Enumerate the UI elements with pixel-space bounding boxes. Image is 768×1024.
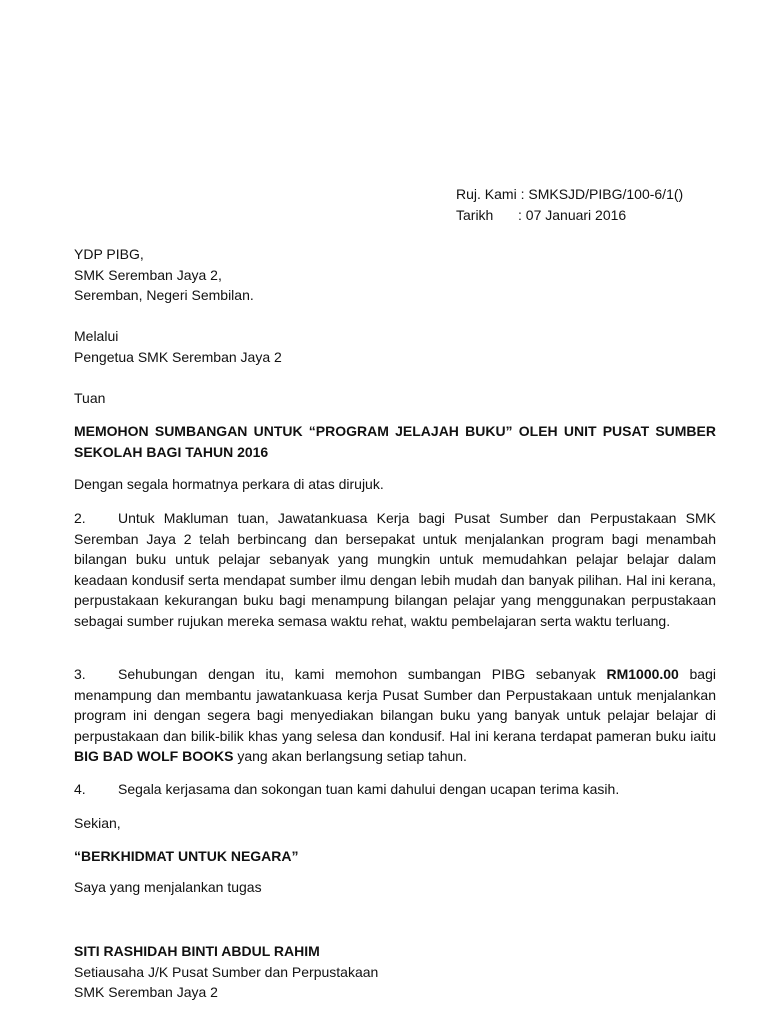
paragraph-text: yang akan berlangsung setiap tahun. xyxy=(233,748,467,764)
closing-line: Sekian, xyxy=(74,815,121,831)
signatory-title: Setiausaha J/K Pusat Sumber dan Perpustakaan xyxy=(74,963,379,980)
paragraph-text: bagi menampung dan membantu jawatankuasa kerja Pusat Sumber dan Perpustakaan untuk menjalankan program ini dengan segera bagi menyediakan bilangan buku yang banyak untuk pelajar belajar di perpustakaan dan bilik-bilik khas yang selesa dan kondusif. Hal ini kerana terdapat pameran buku iaitu xyxy=(74,666,716,744)
signatory-organization: SMK Seremban Jaya 2 xyxy=(74,984,218,1000)
requested-amount: RM1000.00 xyxy=(606,666,679,682)
date-label: Tarikh xyxy=(456,207,494,223)
letter-subject: MEMOHON SUMBANGAN UNTUK “PROGRAM JELAJAH BUKU” OLEH UNIT PUSAT SUMBER SEKOLAH BAGI TAHUN 2016 xyxy=(74,423,716,460)
reference-value: SMKSJD/PIBG/100-6/1() xyxy=(528,186,684,202)
date-row: Tarikh : 07 Januari 2016 xyxy=(456,205,683,226)
paragraph-text: Segala kerjasama dan sokongan tuan kami dahului dengan ucapan terima kasih. xyxy=(118,781,620,797)
reference-block xyxy=(456,184,683,226)
via-label: Melalui xyxy=(74,328,119,344)
salutation: Tuan xyxy=(74,390,106,406)
motto: “BERKHIDMAT UNTUK NEGARA” xyxy=(74,848,299,864)
recipient-line: YDP PIBG, xyxy=(74,246,144,262)
paragraph-number: 4. xyxy=(74,781,86,797)
signatory-name: SITI RASHIDAH BINTI ABDUL RAHIM xyxy=(74,943,320,959)
paragraph-3 xyxy=(74,664,716,767)
recipient-address xyxy=(74,244,716,306)
signature-block xyxy=(74,941,716,1003)
via-recipient: Pengetua SMK Seremban Jaya 2 xyxy=(74,348,282,365)
reference-label: Ruj. Kami xyxy=(456,186,517,202)
paragraph-number: 2. xyxy=(74,510,86,526)
paragraph-4 xyxy=(74,779,716,800)
recipient-line: SMK Seremban Jaya 2, xyxy=(74,266,222,283)
reference-number-row: Ruj. Kami : SMKSJD/PIBG/100-6/1() xyxy=(456,186,684,202)
opening-line: Dengan segala hormatnya perkara di atas dirujuk. xyxy=(74,476,384,492)
date-value: 07 Januari 2016 xyxy=(525,207,627,223)
via-block xyxy=(74,326,716,367)
duty-line: Saya yang menjalankan tugas xyxy=(74,879,262,895)
event-name: BIG BAD WOLF BOOKS xyxy=(74,748,234,764)
paragraph-text: Sehubungan dengan itu, kami memohon sumbangan PIBG sebanyak xyxy=(118,666,607,682)
recipient-line: Seremban, Negeri Sembilan. xyxy=(74,287,254,303)
paragraph-text: Untuk Makluman tuan, Jawatankuasa Kerja bagi Pusat Sumber dan Perpustakaan SMK Seremban Jaya 2 telah berbincang dan bersepakat untuk menjalankan program bagi menambah bilangan buku untuk pelajar sebanyak yang mungkin untuk memudahkan pelajar belajar dalam keadaan kondusif serta mendapat sumber ilmu dengan lebih mudah dan banyak pilihan. Hal ini kerana, perpustakaan kekurangan buku bagi menampung bilangan pelajar yang menggunakan perpustakaan sebagai sumber rujukan mereka semasa waktu rehat, waktu pembelajaran serta waktu terluang. xyxy=(74,510,716,629)
paragraph-2 xyxy=(74,508,716,631)
paragraph-number: 3. xyxy=(74,666,86,682)
